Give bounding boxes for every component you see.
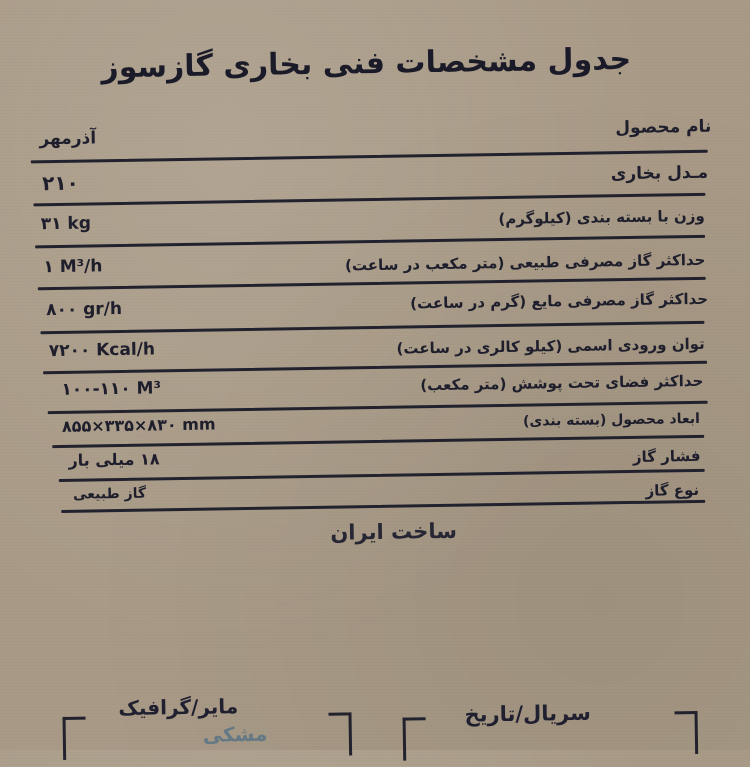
row-divider — [35, 235, 705, 249]
spec-label: مـدل بخاری — [610, 162, 709, 185]
spec-label: ابعاد محصول (بسته بندی) — [522, 410, 701, 430]
spec-value: گاز طبیعی — [72, 485, 147, 503]
spec-value: ۸۰۰ gr/h — [45, 298, 123, 321]
spec-label: فشار گاز — [632, 446, 701, 466]
spec-label: وزن با بسته بندی (کیلوگرم) — [498, 206, 705, 229]
box-corner-left — [403, 717, 427, 760]
box-corner-right — [328, 712, 352, 755]
spec-label: نام محصول — [615, 116, 712, 139]
row-divider — [43, 361, 707, 374]
row-divider — [52, 435, 704, 448]
spec-value: ۱۰۰-۱۱۰ M³ — [61, 378, 162, 400]
made-in-iran: ساخت ایران — [330, 518, 458, 545]
spec-value: ۱۸ میلی بار — [68, 449, 160, 470]
row-divider — [61, 500, 705, 513]
spec-value: ۱ M³/h — [43, 256, 103, 278]
box-corner-right — [674, 711, 698, 754]
row-divider — [59, 469, 705, 482]
row-divider — [31, 150, 708, 164]
spec-label: حداکثر گاز مصرفی طبیعی (متر مکعب در ساعت) — [344, 250, 706, 275]
spec-label: توان ورودی اسمی (کیلو کالری در ساعت) — [396, 334, 705, 358]
color-graphic-label: ماير/گرافيک — [118, 694, 239, 721]
spec-value: آذرمهر — [39, 128, 97, 150]
spec-value: ۳۱ kg — [40, 213, 92, 235]
row-divider — [38, 277, 706, 290]
page-title: جدول مشخصات فنی بخاری گازسوز — [101, 41, 632, 86]
spec-value: ۸۵۵×۳۳۵×۸۳۰ mm — [61, 414, 216, 436]
serial-date-label: سریال/تاریخ — [464, 700, 591, 727]
spec-label: نوع گاز — [645, 480, 700, 500]
spec-label: حداکثر فضای تحت پوشش (متر مکعب) — [420, 371, 704, 395]
color-stamp: مشکی — [202, 721, 268, 747]
spec-value: ۷۲۰۰ Kcal/h — [48, 339, 156, 362]
row-divider — [33, 193, 705, 207]
spec-value: ۲۱۰ — [41, 170, 79, 196]
box-corner-left — [63, 717, 87, 760]
spec-label: حداکثر گاز مصرفی مایع (گرم در ساعت) — [409, 289, 709, 313]
row-divider — [40, 321, 704, 334]
